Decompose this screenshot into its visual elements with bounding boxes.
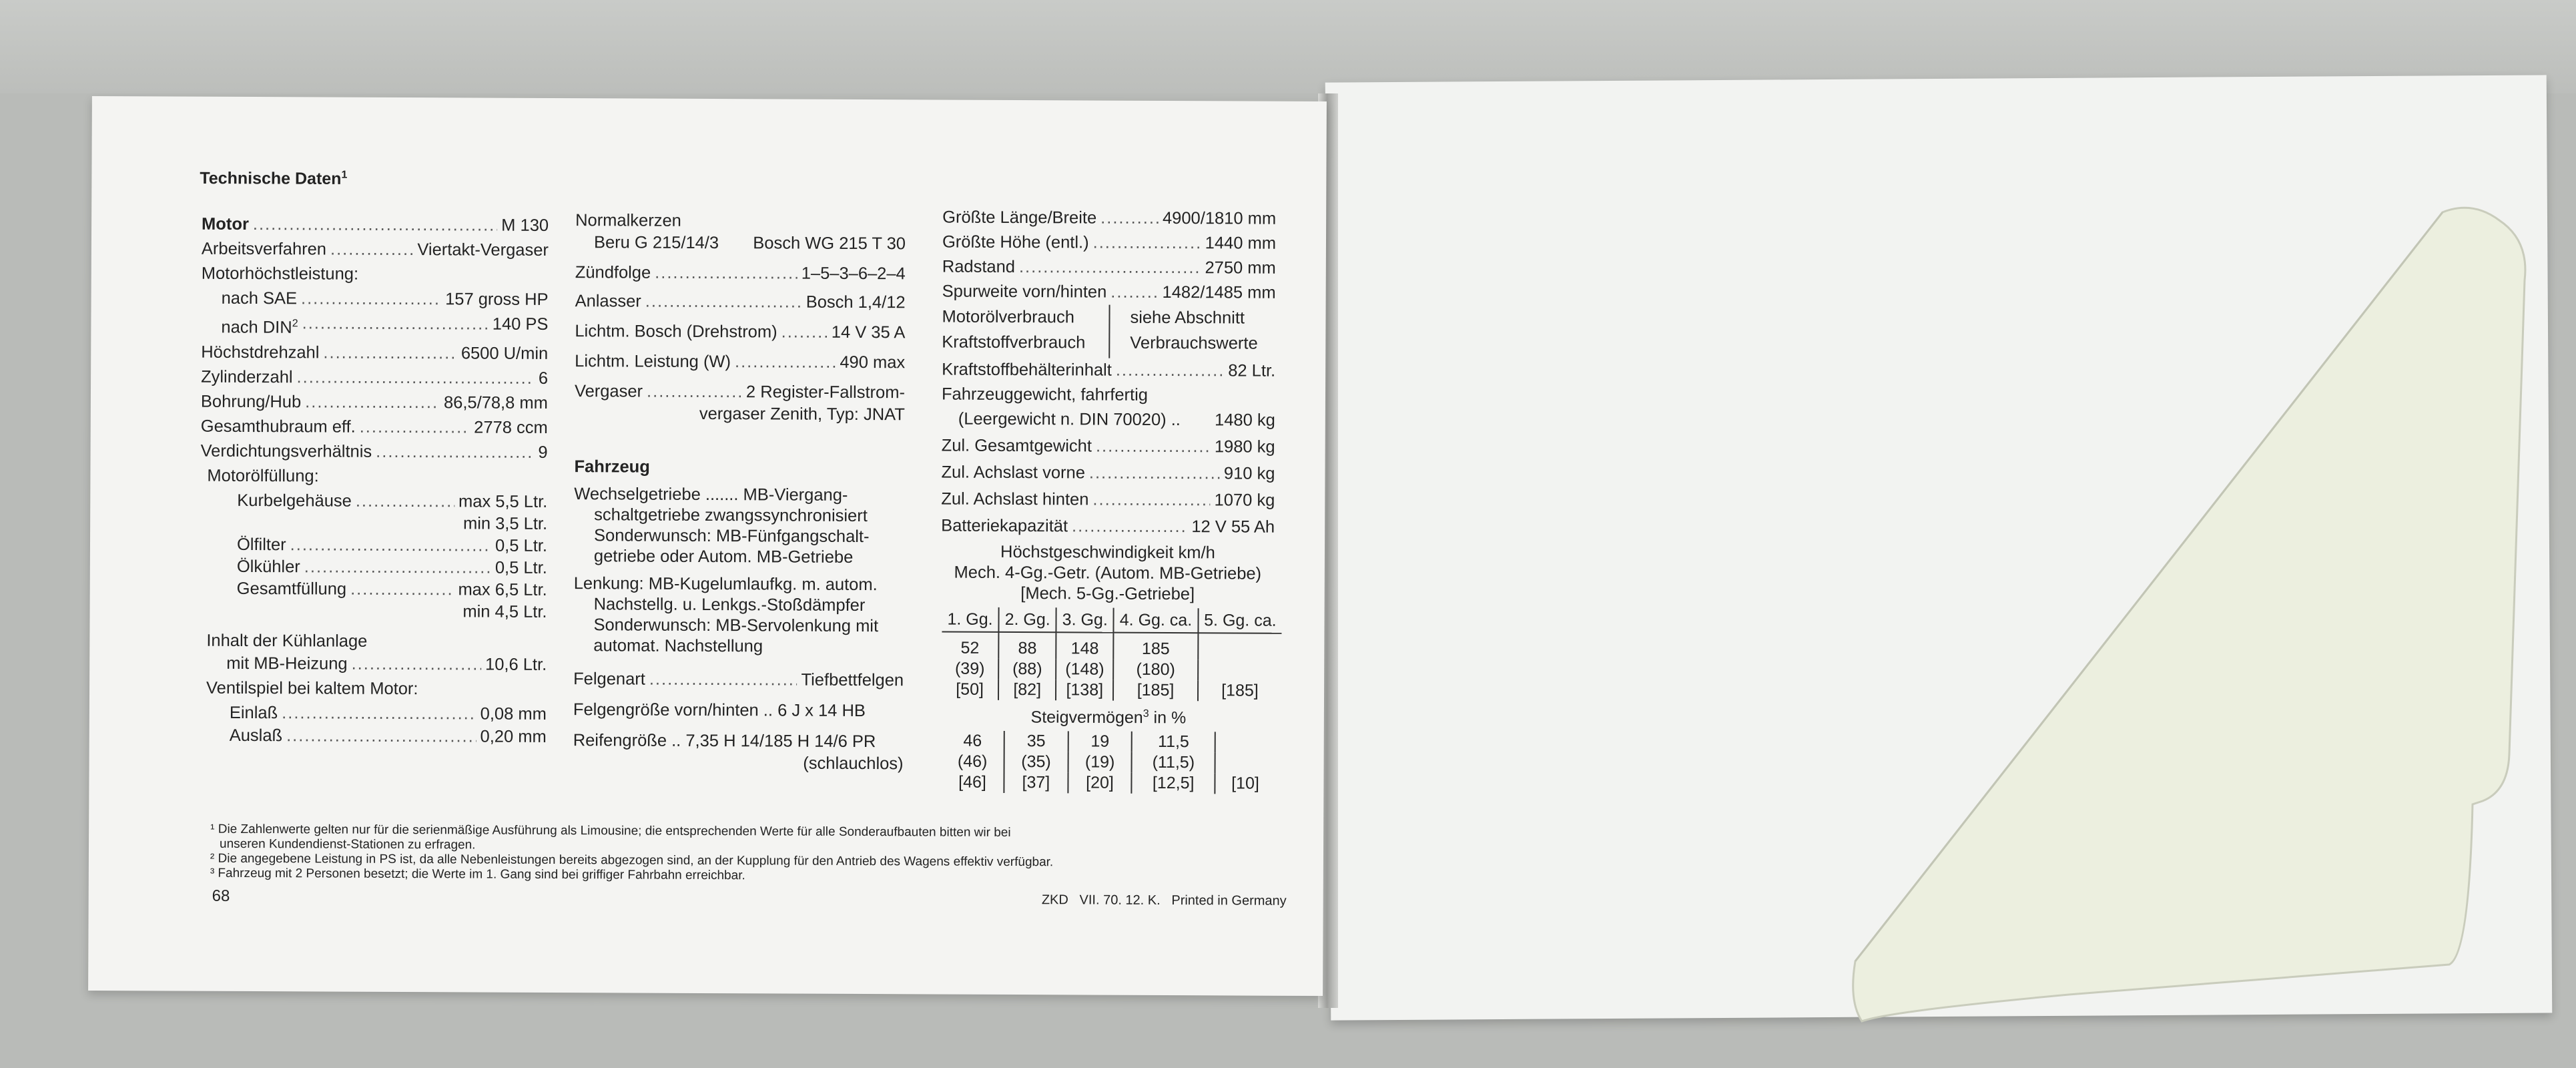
table-header-row bbox=[942, 607, 1281, 633]
steering-text: Lenkung: MB-Kugelumlaufkg. m. autom. Nachstellg. u. Lenkgs.-Stoßdämpfer Sonderwunsch: MB-Servolenkung mit automat. Nachstellung bbox=[573, 574, 879, 656]
dimensions-column bbox=[941, 206, 1277, 605]
manual-page bbox=[88, 96, 1327, 996]
spec-row: Vergaser ..... 2 Register-Fallstrom- bbox=[575, 379, 905, 403]
spec-row: vergaser Zenith, Typ: JNAT bbox=[699, 404, 905, 425]
footnotes bbox=[210, 822, 1305, 886]
spec-row: min 4,5 Ltr. bbox=[462, 601, 547, 621]
spec-row: mit MB-Heizung ..... 10,6 Ltr. bbox=[200, 651, 547, 677]
spec-row: Felgenart ..... Tiefbettfelgen bbox=[573, 667, 904, 699]
column-header: 5. Gg. ca. bbox=[1198, 608, 1282, 633]
spec-row: Auslaß ..... 0,20 mm bbox=[200, 723, 547, 749]
column-header: 2. Gg. bbox=[999, 607, 1056, 632]
column-header: 3. Gg. bbox=[1056, 607, 1114, 632]
spec-row: Ölfilter ..... 0,5 Ltr. bbox=[200, 532, 547, 555]
blank-right-page bbox=[1325, 75, 2553, 1020]
spec-row: Größte Länge/Breite ..... 4900/1810 mm bbox=[942, 206, 1276, 232]
imprint: ZKD VII. 70. 12. K. Printed in Germany bbox=[1041, 892, 1287, 908]
footnote: ² Die angegebene Leistung in PS ist, da alle Nebenleistungen bereits abgezogen sind, an der Kupplung für den Antrieb des Wagens effektiv verfügbar. bbox=[210, 851, 1054, 870]
electrics-column bbox=[573, 208, 906, 776]
column-header: 1. Gg. bbox=[942, 607, 998, 632]
table-row: (39) (88) (148) (180) bbox=[942, 659, 1281, 681]
section-heading-fahrzeug: Fahrzeug bbox=[574, 457, 650, 477]
spec-row: Batteriekapazität ..... 12 V 55 Ah bbox=[941, 514, 1275, 543]
spec-row: Bohrung/Hub ..... 86,5/78,8 mm bbox=[201, 389, 548, 415]
footnote: ¹ Die Zahlenwerte gelten nur für die serienmäßige Ausführung als Limousine; die entsprechenden Werte für alle Sonderaufbauten bitten wir bei bbox=[210, 822, 1011, 840]
spec-row: Kurbelgehäuse ..... max 5,5 Ltr. bbox=[200, 488, 547, 511]
spec-row: Anlasser ..... Bosch 1,4/12 bbox=[575, 289, 905, 320]
top-speed-table bbox=[942, 607, 1282, 702]
spec-row: Spurweite vorn/hinten ..... 1482/1485 mm bbox=[942, 280, 1276, 306]
spec-row: nach DIN$^2$ ..... 140 PS bbox=[201, 311, 548, 342]
spec-row: Höchstdrehzahl ..... 6500 U/min bbox=[201, 340, 548, 366]
spec-row: (schlauchlos) bbox=[803, 754, 904, 774]
spec-row: Inhalt der Kühlanlage bbox=[206, 631, 368, 651]
spec-row: Zul. Achslast vorne ..... 910 kg bbox=[941, 461, 1275, 489]
section-title: Technische Daten$^1$ bbox=[200, 169, 348, 188]
spec-row: (Leergewicht n. DIN 70020) .. 1480 kg bbox=[958, 409, 1275, 430]
spec-row: Felgengröße vorn/hinten .. 6 J x 14 HB bbox=[573, 700, 866, 721]
gearbox-text: Wechselgetriebe ....... MB-Viergang- schaltgetriebe zwangssynchronisiert Sonderwunsch: MB-Fünfgangschalt- getriebe oder Autom. MB-Getriebe bbox=[574, 485, 870, 567]
spec-row: Kraftstoffbehälterinhalt ..... 82 Ltr. bbox=[942, 358, 1275, 384]
footnote: unseren Kundendienst-Stationen zu erfragen. bbox=[219, 836, 476, 852]
spec-row: Motorölfüllung: bbox=[207, 466, 319, 485]
engine-specs-column bbox=[200, 212, 549, 750]
spec-row: Verdichtungsverhältnis ..... 9 bbox=[201, 439, 548, 465]
consumption-block: Motorölverbrauch Kraftstoffverbrauch siehe Abschnitt Verbrauchswerte bbox=[942, 304, 1275, 359]
spec-row: Normalkerzen bbox=[575, 211, 681, 230]
table-row: (46) (35) (19) (11,5) bbox=[942, 752, 1275, 774]
table-row: 46 35 19 11,5 bbox=[942, 731, 1275, 753]
spec-row: Zul. Achslast hinten ..... 1070 kg bbox=[941, 487, 1275, 515]
column-header: 4. Gg. ca. bbox=[1114, 608, 1199, 633]
spec-row: Fahrzeuggewicht, fahrfertig bbox=[941, 384, 1149, 405]
spec-row: Ventilspiel bei kaltem Motor: bbox=[206, 678, 418, 698]
gradient-title: Steigvermögen$^3$ in % bbox=[1030, 708, 1187, 728]
spec-row: Einlaß ..... 0,08 mm bbox=[200, 700, 547, 724]
spec-row: Gesamtfüllung ..... max 6,5 Ltr. bbox=[200, 576, 547, 599]
spec-row: Radstand ..... 2750 mm bbox=[942, 255, 1276, 281]
spec-row: Gesamthubraum eff. ..... 2778 ccm bbox=[201, 414, 548, 440]
table-row: 52 88 148 185 bbox=[942, 632, 1281, 660]
spec-row: Arbeitsverfahren ..... Viertakt-Vergaser bbox=[202, 237, 549, 263]
gradient-table bbox=[941, 731, 1275, 794]
spec-row: Ölkühler ..... 0,5 Ltr. bbox=[200, 554, 547, 577]
spec-row: Beru G 215/14/3 Bosch WG 215 T 30 bbox=[593, 233, 906, 254]
spec-row: nach SAE ..... 157 gross HP bbox=[202, 286, 549, 312]
spec-row: Zündfolge ..... 1–5–3–6–2–4 bbox=[575, 260, 906, 290]
table-row: [50] [82] [138] [185] [185] bbox=[942, 680, 1281, 702]
speed-table-title: Höchstgeschwindigkeit km/h Mech. 4-Gg.-Getr. (Autom. MB-Getriebe) [Mech. 5-Gg.-Getriebe] bbox=[954, 542, 1262, 604]
footnote: ³ Fahrzeug mit 2 Personen besetzt; die Werte im 1. Gang sind bei griffiger Fahrbahn erreichbar. bbox=[210, 866, 745, 883]
spec-row: Reifengröße .. 7,35 H 14/185 H 14/6 PR bbox=[573, 731, 876, 752]
spec-row: Lichtm. Leistung (W) ..... 490 max bbox=[575, 349, 905, 380]
spec-row: Motor ..... M 130 bbox=[202, 212, 549, 238]
spec-row: Zul. Gesamtgewicht ..... 1980 kg bbox=[942, 434, 1275, 462]
table-row: [46] [37] [20] [12,5] [10] bbox=[941, 772, 1275, 794]
spec-row: Zylinderzahl ..... 6 bbox=[201, 364, 548, 390]
spec-row: min 3,5 Ltr. bbox=[462, 513, 548, 533]
page-number: 68 bbox=[212, 886, 230, 905]
spec-row: Lichtm. Bosch (Drehstrom) ..... 14 V 35 A bbox=[575, 319, 905, 350]
spec-row: Motorhöchstleistung: bbox=[201, 264, 359, 284]
spec-row: Größte Höhe (entl.) ..... 1440 mm bbox=[942, 230, 1276, 256]
